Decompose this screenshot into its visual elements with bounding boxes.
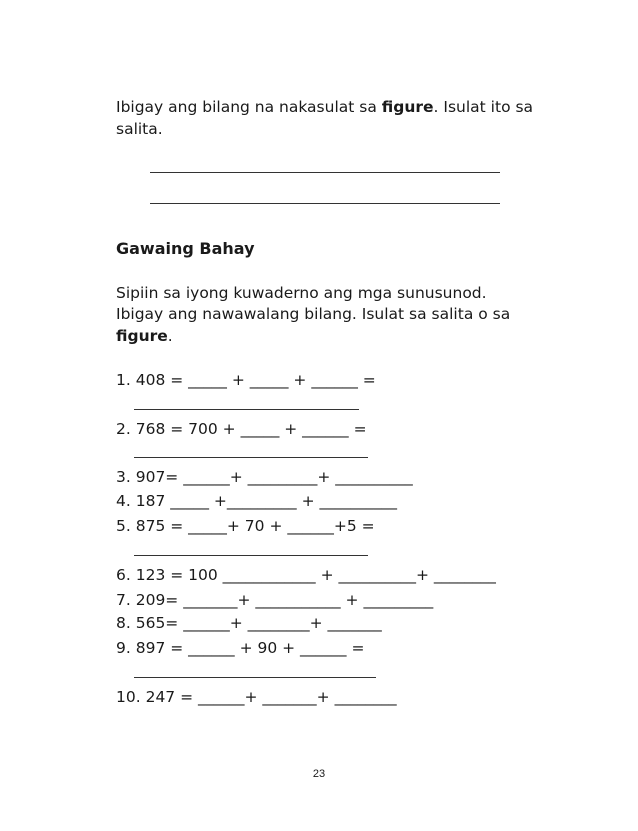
homework-bold-figure: figure	[116, 327, 168, 345]
exercise-item-3: 3. 907= ______+ _________+ __________	[116, 468, 413, 486]
page-number: 23	[312, 768, 326, 780]
instruction-text-b: . Isulat ito sa	[433, 98, 534, 116]
homework-instruction-line-3	[116, 325, 173, 347]
instruction-bold-figure: figure	[381, 98, 434, 116]
homework-heading: Gawaing Bahay	[116, 239, 255, 258]
exercise-item-6: 6. 123 = 100 ____________ + __________+ ________	[116, 566, 496, 584]
exercise-item-4: 4. 187 _____ +_________ + __________	[116, 492, 397, 510]
instruction-line-1	[116, 96, 533, 118]
answer-line-item-5[interactable]	[134, 555, 368, 556]
homework-instruction-line-2: Ibigay ang nawawalang bilang. Isulat sa salita o sa	[116, 305, 511, 323]
exercise-item-8: 8. 565= ______+ ________+ _______	[116, 614, 382, 632]
exercise-item-9: 9. 897 = ______ + 90 + ______ =	[116, 639, 365, 657]
homework-period: .	[167, 327, 173, 345]
answer-line-item-2[interactable]	[134, 457, 368, 458]
exercise-item-1: 1. 408 = _____ + _____ + ______ =	[116, 371, 376, 389]
answer-line-item-9[interactable]	[134, 677, 376, 678]
answer-line-item-1[interactable]	[134, 409, 359, 410]
answer-line-2[interactable]	[150, 203, 500, 204]
exercise-item-7: 7. 209= _______+ ___________ + _________	[116, 591, 434, 609]
answer-line-1[interactable]	[150, 172, 500, 173]
homework-instruction-line-1: Sipiin sa iyong kuwaderno ang mga sunusunod.	[116, 284, 487, 302]
exercise-item-10: 10. 247 = ______+ _______+ ________	[116, 688, 397, 706]
instruction-line-2: salita.	[116, 120, 163, 138]
instruction-text-a: Ibigay ang bilang na nakasulat sa	[116, 98, 382, 116]
exercise-item-2: 2. 768 = 700 + _____ + ______ =	[116, 420, 367, 438]
exercise-item-5: 5. 875 = _____+ 70 + ______+5 =	[116, 517, 375, 535]
